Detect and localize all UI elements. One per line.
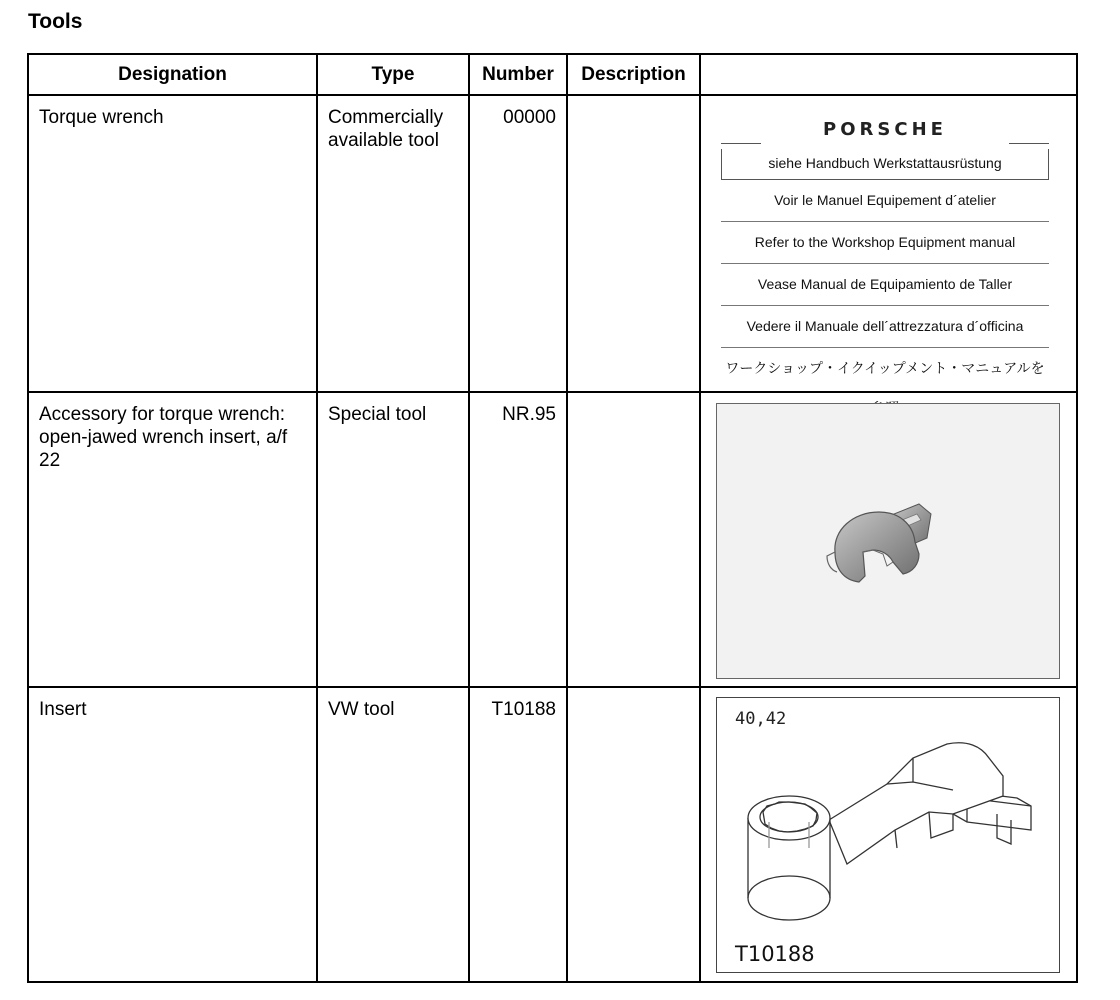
number-cell: NR.95	[469, 392, 567, 687]
wrench-insert-photo-cell	[700, 392, 1077, 687]
table-row	[28, 392, 1077, 687]
header-description: Description	[567, 54, 700, 95]
type-cell: Commercially available tool	[317, 95, 469, 392]
designation-cell: Accessory for torque wrench: open-jawed wrench insert, a/f 22	[28, 392, 317, 687]
tools-table	[27, 53, 1078, 983]
open-jaw-wrench-icon	[717, 404, 1059, 678]
insert-drawing	[716, 697, 1060, 973]
tool-label: T10188	[735, 942, 815, 966]
header-type: Type	[317, 54, 469, 95]
notice-line-es: Vease Manual de Equipamiento de Taller	[721, 264, 1049, 306]
designation-cell: Insert	[28, 687, 317, 982]
table-row	[28, 95, 1077, 392]
number-cell: T10188	[469, 687, 567, 982]
notice-line-ja: ワークショップ・イクイップメント・マニュアルを	[725, 360, 1045, 376]
notice-line-it: Vedere il Manuale dell´attrezzatura d´officina	[721, 306, 1049, 348]
header-number: Number	[469, 54, 567, 95]
notice-line-de: siehe Handbuch Werkstattausrüstung	[721, 149, 1049, 180]
figure-number: 40,42	[735, 709, 787, 729]
porsche-logo: PORSCHE	[823, 119, 947, 140]
workshop-notice-cell	[700, 95, 1077, 392]
type-cell: VW tool	[317, 687, 469, 982]
notice-line-en: Refer to the Workshop Equipment manual	[721, 222, 1049, 264]
number-cell: 00000	[469, 95, 567, 392]
designation-cell: Torque wrench	[28, 95, 317, 392]
workshop-notice	[721, 118, 1049, 380]
table-row	[28, 687, 1077, 982]
table-header-row	[28, 54, 1077, 95]
header-image	[700, 54, 1077, 95]
page-title: Tools	[28, 10, 83, 33]
description-cell	[567, 392, 700, 687]
ring-insert-icon	[717, 698, 1059, 972]
description-cell	[567, 687, 700, 982]
notice-line-fr: Voir le Manuel Equipement d´atelier	[721, 180, 1049, 222]
insert-drawing-cell	[700, 687, 1077, 982]
header-designation: Designation	[28, 54, 317, 95]
wrench-insert-photo	[716, 403, 1060, 679]
type-cell: Special tool	[317, 392, 469, 687]
description-cell	[567, 95, 700, 392]
